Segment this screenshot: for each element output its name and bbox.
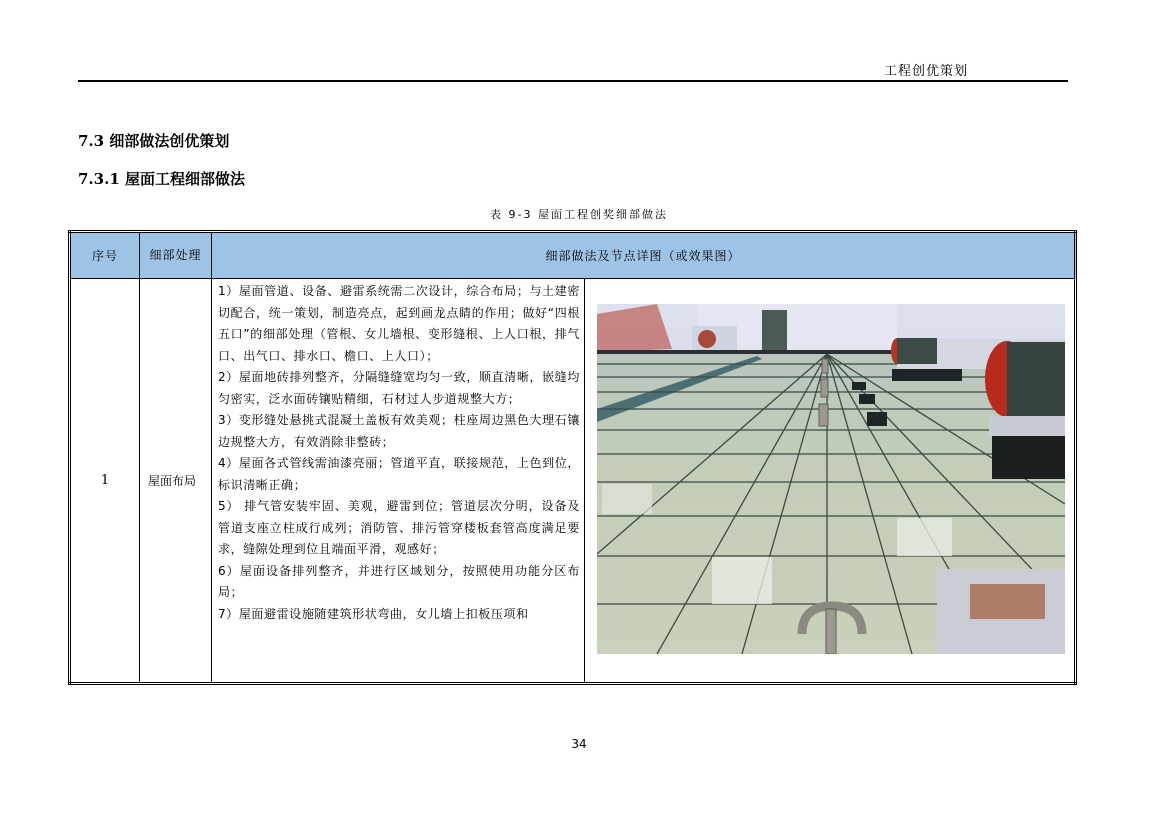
roof-tile-photo xyxy=(597,304,1065,654)
running-header xyxy=(78,58,1068,82)
description-line-6: 6）屋面设备排列整齐，并进行区域划分，按照使用功能分区布局； xyxy=(218,563,580,599)
page-number: 34 xyxy=(571,737,587,751)
column-header-seq: 序号 xyxy=(70,232,140,279)
description-line-7: 7）屋面避雷设施随建筑形状弯曲，女儿墙上扣板压项和 xyxy=(218,606,529,621)
table-header-row xyxy=(70,232,1076,279)
description-line-5: 5） 排气管安装牢固、美观，避雷到位；管道层次分明，设备及管道支座立柱成行成列；消防管、排污管穿楼板套管高度满足要求，缝隙处理到位且端面平滑，观感好； xyxy=(218,499,580,556)
description-line-3: 3）变形缝处悬挑式混凝土盖板有效美观；柱座周边黑色大理石镶边规整大方，有效消除非整砖； xyxy=(218,413,580,449)
description-line-1: 1）屋面管道、设备、避雷系统需二次设计，综合布局；与土建密切配合，统一策划，制造亮点，起到画龙点睛的作用；做好“四根五口”的细部处理（管根、女儿墙根、变形缝根、上人口根，排气口、出气口、排水口、檐口、上人口）； xyxy=(218,284,580,363)
section-heading: 7.3 细部做法创优策划 xyxy=(78,132,230,150)
row-item: 屋面布局 xyxy=(140,279,212,684)
column-header-item: 细部处理 xyxy=(140,232,212,279)
row-description xyxy=(212,279,585,684)
column-header-detail: 细部做法及节点详图（或效果图） xyxy=(212,232,1076,279)
description-line-2: 2）屋面地砖排列整齐，分隔缝缝宽均匀一致，顺直清晰，嵌缝均匀密实，泛水面砖镶贴精细，石材过人步道规整大方； xyxy=(218,370,580,406)
description-line-4: 4）屋面各式管线需油漆亮丽；管道平直，联接规范，上色到位，标识清晰正确； xyxy=(218,456,580,492)
table-caption: 表 9-3 屋面工程创奖细部做法 xyxy=(490,208,668,221)
running-header-title: 工程创优策划 xyxy=(883,64,968,79)
subsection-heading: 7.3.1 屋面工程细部做法 xyxy=(78,170,245,188)
row-seq: 1 xyxy=(70,279,140,684)
